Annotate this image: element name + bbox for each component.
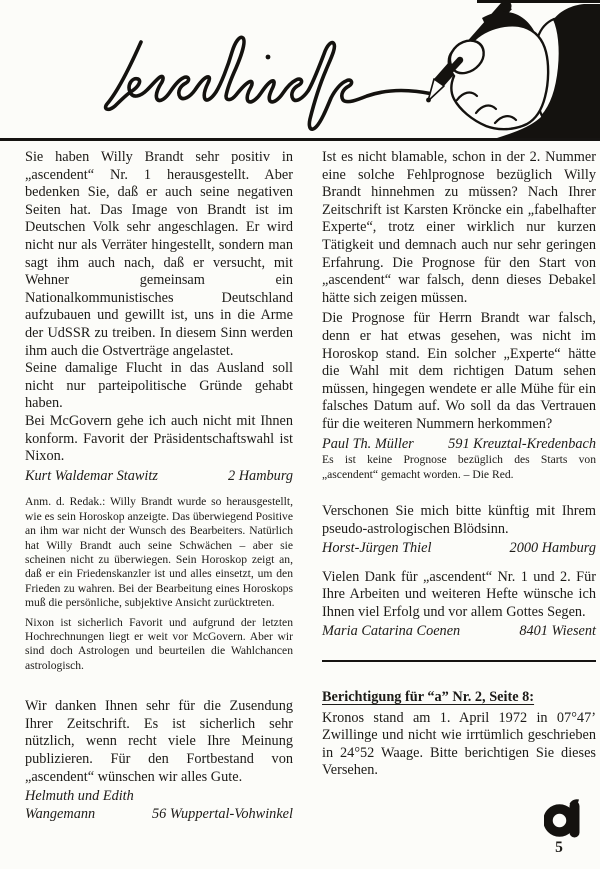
letter-signature (25, 806, 293, 824)
letter-paragraph: Wir danken Ihnen sehr für die Zusendung Ihrer Zeitschrift. Es ist sicherlich sehr nützlich, wenn recht viele Ihre Meinung publizieren. Für den Fortbestand von „ascendent“ wünschen wir alles Gute. (25, 698, 293, 785)
letter-wangemann (25, 698, 293, 823)
top-frame-line (477, 0, 600, 3)
editor-note-short: Es ist keine Prognose bezüglich des Starts von „ascendent“ gemacht worden. – Die Red. (322, 453, 596, 481)
author-name: Horst-Jürgen Thiel (322, 540, 432, 557)
header-illustration (0, 0, 600, 138)
hand-with-pen-icon (426, 0, 600, 138)
pen-nib-tip (426, 98, 431, 103)
correction-heading: Berichtigung für “a” Nr. 2, Seite 8: (322, 689, 535, 706)
leserbriefe-script-text (106, 37, 433, 129)
letter-paragraph: Die Prognose für Herrn Brandt war falsch, denn er hat etwas gesehen, was nicht im Horoskop stand. Ein solcher „Experte“ hätte die Wahl mit dem richtigen Datum sehen müssen, hingegen wendete er alle Mühe für ein falsches Datum auf. Wo soll da das Vertrauen für die weiteren Nummern herkommen? (322, 310, 596, 432)
letter-signature (25, 468, 293, 486)
letter-paragraph: Verschonen Sie mich bitte künftig mit Ihrem pseudo-astrologischen Blödsinn. (322, 502, 596, 537)
section-divider (322, 660, 596, 662)
page-header (0, 0, 600, 141)
ascendent-a-logo (544, 792, 582, 839)
letter-signature (322, 540, 596, 558)
author-name: Paul Th. Müller (322, 435, 414, 452)
letter-coenen (322, 569, 596, 641)
page-number: 5 (555, 839, 563, 856)
a-logo-icon (544, 792, 582, 839)
letter-paragraph: Vielen Dank für „ascendent“ Nr. 1 und 2. Für Ihre Arbeiten und weiteren Hefte wünsche ich Ihnen viel Erfolg und vor allem Gottes Segen. (322, 568, 596, 620)
i-dot (266, 55, 271, 60)
letter-paragraph: Sie haben Willy Brandt sehr positiv in „ascendent“ Nr. 1 herausgestellt. Aber bedenken Sie, daß er auch seine negativen Seiten hat. Das Image von Brandt ist im Deutschen Volk sehr angeschlagen. Er wird nicht nur als Verräter hingestellt, sondern man sagt ihm auch nach, daß er versucht, mit Wehner gemeinsam ein Nationalkommunistisches Deutschland aufzubauen und gewillt ist, uns in die Arme der UdSSR zu treiben. In diesem Sinn werden ihm auch die Ostverträge angelastet. (25, 149, 293, 359)
author-city: 2 Hamburg (228, 467, 293, 484)
letter-paragraph: Ist es nicht blamable, schon in der 2. Nummer eine solche Fehlprognose bezüglich Willy Brandt hinnehmen zu müssen? Nach Ihrer Zeitschrift ist Karsten Kröncke ein „fabelhafter Experte“, trotz einer wirklich nur kurzen Tätigkeit und demnach auch nur sehr geringen Erfahrung. Die Prognose für den Start von „ascendent“ war falsch, denn dieses Debakel hätte sich zeigen müssen. (322, 149, 596, 306)
pen-cap-end (501, 1, 512, 12)
editor-note (25, 495, 293, 673)
letter-mueller (322, 149, 596, 453)
note-paragraph: Nixon ist sicherlich Favorit und aufgrund der letzten Hochrechnungen liegt er weit vor McGovern. Aber wir sind doch Astrologen und beurteilen die Wahlchancen astrologisch. (25, 615, 293, 672)
letter-signature (322, 436, 596, 454)
note-paragraph: Anm. d. Redak.: Willy Brandt wurde so herausgestellt, wie es sein Horoskop anzeigte. Das überwiegend Positive an ihm war nicht der Wunsch des Bearbeiters. Natürlich hat Willy Brandt auch seine Schwächen – aber sie scheinen nicht zu überwiegen. Sein Horoskop zeigt an, daß er ein Friedenskanzler ist und alles einsetzt, um den Frieden zu wahren. Bei der Bearbeitung eines Horoskops muß die persönliche, subjektive Ansicht zurücktreten. (25, 495, 293, 610)
letter-thiel (322, 503, 596, 558)
correction-section (322, 689, 596, 780)
author-city: 591 Kreuztal-Kredenbach (448, 435, 596, 452)
right-column (322, 149, 596, 780)
author-city: 2000 Hamburg (509, 540, 596, 557)
left-column (25, 149, 293, 823)
author-name-line1: Helmuth und Edith (25, 788, 134, 805)
correction-body: Kronos stand am 1. April 1972 in 07°47’ Zwillinge und nicht wie irrtümlich geschrieben in 24°52 Waage. Bitte berichtigen Sie dieses Versehen. (322, 709, 596, 779)
author-name: Maria Catarina Coenen (322, 623, 461, 640)
letter-paragraph: Seine damalige Flucht in das Ausland soll nicht nur parteipolitische Gründe gehabt haben. (25, 360, 293, 412)
author-city: 56 Wuppertal-Vohwinkel (152, 805, 293, 822)
letter-signature (322, 623, 596, 641)
author-name: Wangemann (25, 805, 96, 822)
letter-paragraph: Bei McGovern gehe ich auch nicht mit Ihnen konform. Favorit der Präsidentschaftswahl ist Nixon. (25, 412, 293, 465)
letter-stawitz (25, 149, 293, 485)
author-name: Kurt Waldemar Stawitz (25, 467, 158, 484)
author-city: 8401 Wiesent (519, 623, 596, 640)
